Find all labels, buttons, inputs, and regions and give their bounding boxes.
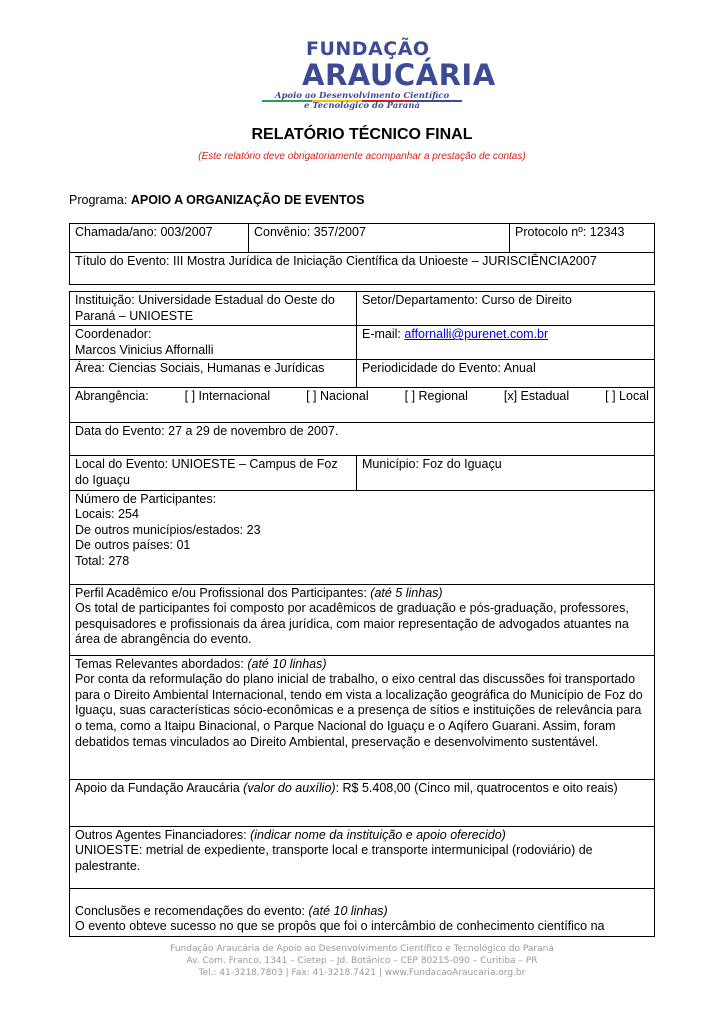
participantes-label: Número de Participantes: (75, 491, 217, 506)
participantes-field (70, 490, 655, 584)
temas-text: Por conta da reformulação do plano inicial de trabalho, o eixo central das discussões foi transportado para o Direito Ambiental Internacional, tendo em vista a localização geográfica do Município de Foz do Iguaçu, suas características sócio-econômicas e a presença de sítios e instituições de relevância para o tema, como a Itaipu Binacional, o Parque Nacional do Iguaçu e o Aqífero Guarani. Assim, foram debatidos temas vinculados ao Direito Ambiental, preservação e desenvolvimento sustentável. (75, 672, 643, 749)
coordenador-name: Marcos Vinicius Affornalli (75, 342, 214, 357)
footer-line-2: Av. Com. Franco, 1341 – Cietep – Jd. Botânico – CEP 80215-090 – Curitiba – PR (186, 956, 538, 966)
outros-label: Outros Agentes Financiadores: (75, 827, 251, 842)
page-footer (0, 943, 724, 979)
report-form (69, 223, 655, 937)
setor-field: Setor/Departamento: Curso de Direito (357, 292, 655, 326)
outros-hint: (indicar nome da instituição e apoio oferecido) (250, 827, 506, 842)
conclusoes-label: Conclusões e recomendações do evento: (75, 903, 309, 918)
page-title: RELATÓRIO TÉCNICO FINAL (251, 126, 473, 143)
email-link[interactable]: affornalli@purenet.com.br (404, 327, 549, 342)
coordenador-label: Coordenador: (75, 327, 152, 342)
apoio-hint: (valor do auxílio) (243, 780, 336, 795)
logo-tagline-2: e Tecnológico do Paraná (304, 101, 420, 111)
program-line (69, 193, 364, 207)
perfil-hint: (até 5 linhas) (370, 585, 443, 600)
coordenador-field (70, 326, 357, 360)
abrangencia-option-nacional: [ ] Nacional (306, 389, 369, 404)
abrangencia-option-local: [ ] Local (605, 389, 649, 404)
participantes-paises: De outros países: 01 (75, 538, 191, 553)
participantes-municipios: De outros municípios/estados: 23 (75, 522, 261, 537)
logo-tagline-1: Apoio ao Desenvolvimento Científico (274, 91, 450, 101)
logo-line-1: FUNDAÇÃO (306, 38, 430, 60)
perfil-text: Os total de participantes foi composto por acadêmicos de graduação e pós-graduação, professores, pesquisadores e profissionais da área jurídica, com maior representação de advogados atuantes na área de abrangência do evento. (75, 601, 629, 647)
temas-label: Temas Relevantes abordados: (75, 656, 248, 671)
footer-line-3: Tel.: 41-3218.7803 | Fax: 41-3218.7421 | www.FundacaoAraucaria.org.br (198, 968, 526, 978)
conclusoes-text: O evento obteve sucesso no que se propôs que foi o intercâmbio de conhecimento científico na (75, 919, 605, 934)
perfil-label: Perfil Acadêmico e/ou Profissional dos Participantes: (75, 585, 371, 600)
periodicidade-field: Periodicidade do Evento: Anual (357, 360, 655, 388)
local-field: Local do Evento: UNIOESTE – Campus de Foz do Iguaçu (70, 456, 357, 490)
temas-field (70, 655, 655, 779)
logo-line-2: ARAUCÁRIA (302, 58, 496, 92)
abrangencia-field (70, 388, 655, 423)
email-label: E-mail: (362, 327, 405, 342)
perfil-field (70, 584, 655, 655)
footer-line-1: Fundação Araucária de Apoio ao Desenvolvimento Científico e Tecnológico do Paraná (170, 944, 554, 954)
chamada-field: Chamada/ano: 003/2007 (70, 224, 249, 253)
convenio-field: Convênio: 357/2007 (249, 224, 510, 253)
data-field: Data do Evento: 27 a 29 de novembro de 2007. (70, 423, 655, 456)
program-label: Programa: (69, 193, 131, 207)
area-field: Área: Ciencias Sociais, Humanas e Jurídicas (70, 360, 357, 388)
participantes-locais: Locais: 254 (75, 507, 139, 522)
apoio-field (70, 779, 655, 826)
page-subtitle: (Este relatório deve obrigatoriamente acompanhar a prestação de contas) (198, 151, 526, 162)
abrangencia-option-internacional: [ ] Internacional (184, 389, 271, 404)
apoio-label: Apoio da Fundação Araucária (75, 780, 244, 795)
program-value: APOIO A ORGANIZAÇÃO DE EVENTOS (130, 193, 365, 207)
abrangencia-option-estadual: [x] Estadual (503, 389, 570, 404)
outros-text: UNIOESTE: metrial de expediente, transporte local e transporte intermunicipal (rodoviário) de palestrante. (75, 843, 593, 873)
municipio-field: Município: Foz do Iguaçu (357, 456, 655, 490)
participantes-total: Total: 278 (75, 553, 130, 568)
protocolo-field: Protocolo nº: 12343 (510, 224, 655, 253)
temas-hint: (até 10 linhas) (247, 656, 327, 671)
foundation-logo (262, 38, 496, 118)
outros-field (70, 826, 655, 888)
instituicao-field: Instituição: Universidade Estadual do Oeste do Paraná – UNIOESTE (70, 292, 357, 326)
logo-tagline (262, 91, 462, 111)
conclusoes-field (70, 888, 655, 936)
abrangencia-label: Abrangência: (75, 389, 149, 404)
titulo-field: Título do Evento: III Mostra Jurídica de Iniciação Científica da Unioeste – JURISCIÊNCIA2007 (70, 253, 655, 285)
abrangencia-option-regional: [ ] Regional (404, 389, 468, 404)
email-field (357, 326, 655, 360)
apoio-text: : R$ 5.408,00 (Cinco mil, quatrocentos e oito reais) (335, 780, 618, 795)
conclusoes-hint: (até 10 linhas) (308, 903, 388, 918)
